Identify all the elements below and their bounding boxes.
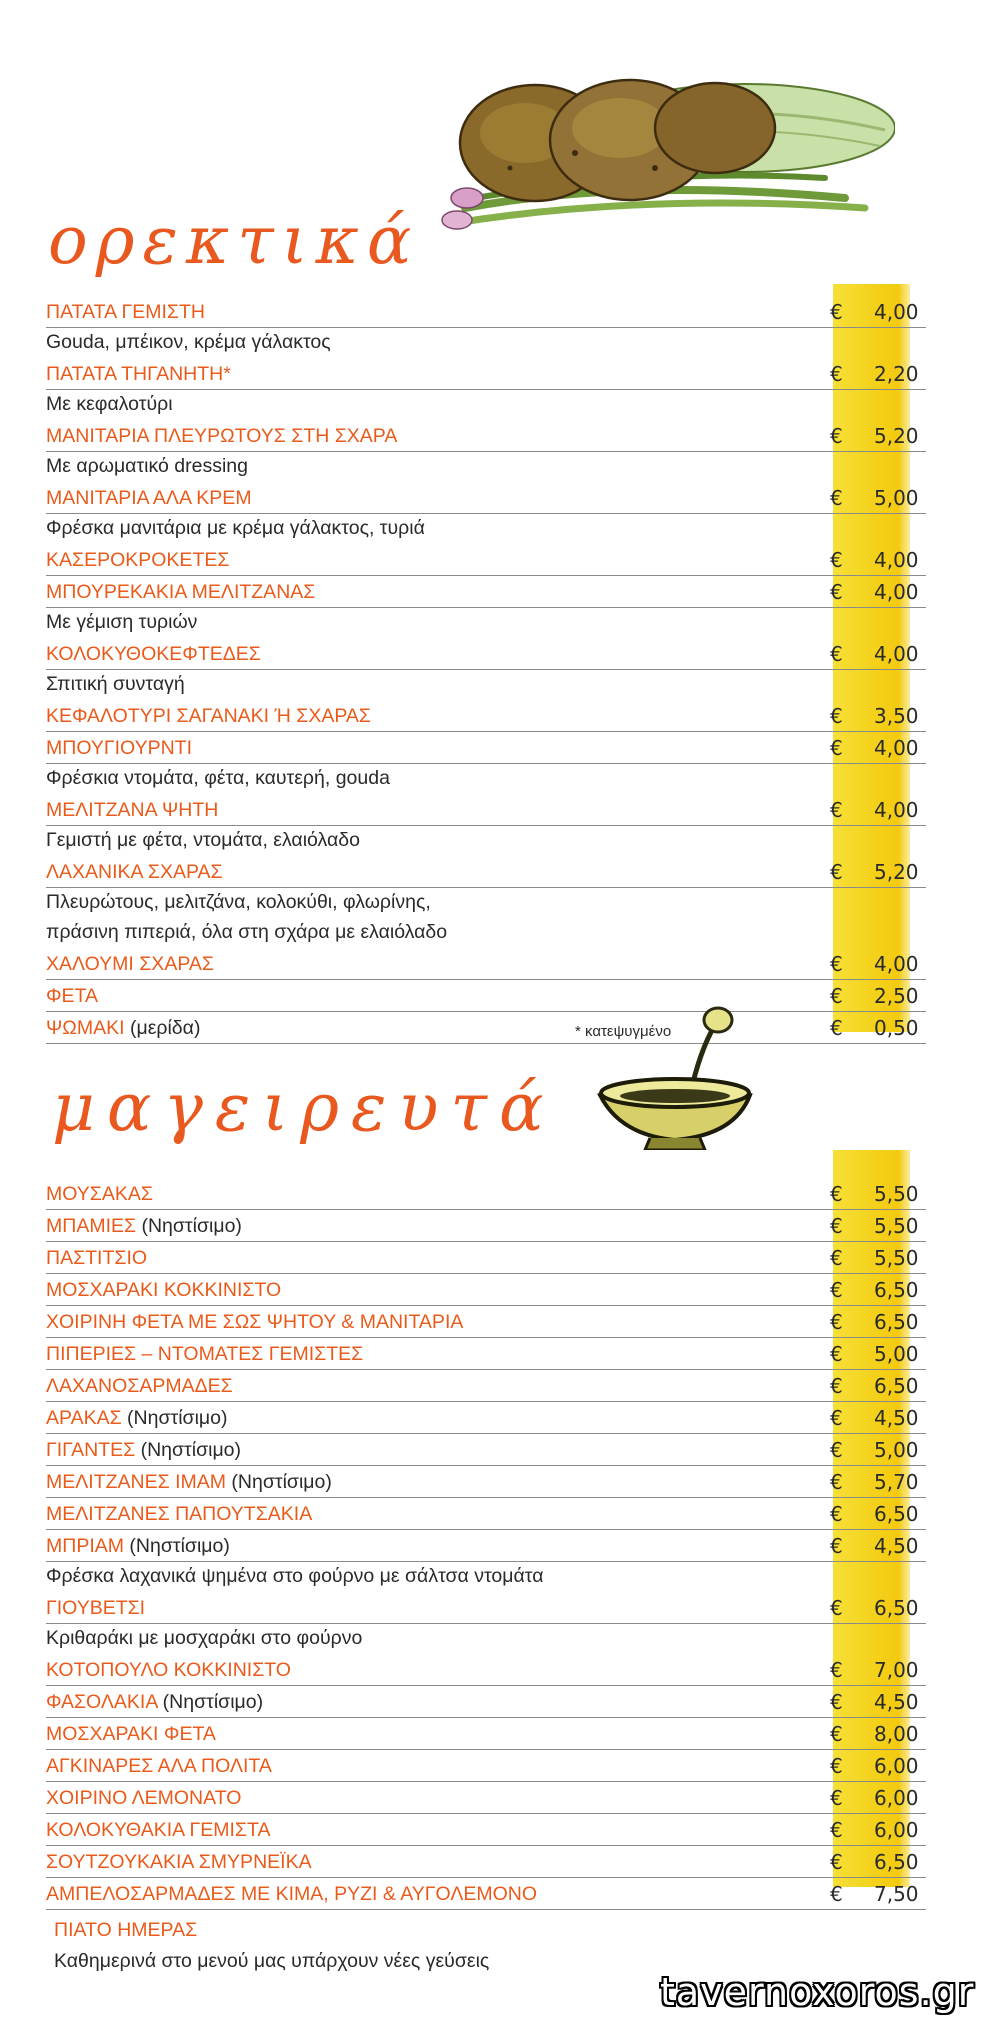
currency-symbol: € (830, 1596, 843, 1620)
description-text: Φρέσκα λαχανικά ψημένα στο φούρνο με σάλτσα ντομάτα (46, 1565, 544, 1587)
currency-symbol: € (830, 1406, 843, 1430)
menu-item-price (830, 798, 926, 822)
description-text: Φρέσκα μανιτάρια με κρέμα γάλακτος, τυριά (46, 517, 425, 539)
menu-item-row (46, 1878, 926, 1910)
dish-note: (Νηστίσιμο) (121, 1407, 228, 1429)
menu-item-name (46, 1471, 332, 1497)
menu-item-name (46, 705, 371, 731)
menu-item-row (46, 576, 926, 608)
dish-name: ΦΑΣΟΛΑΚΙΑ (46, 1691, 158, 1713)
menu-item-row (46, 1530, 926, 1562)
dish-name: ΨΩΜΑΚΙ (46, 1017, 125, 1039)
dish-name: ΑΓΚΙΝΑΡΕΣ ΑΛΑ ΠΟΛΙΤΑ (46, 1755, 272, 1777)
appetizers-list (46, 296, 926, 1044)
menu-item-name (46, 1503, 312, 1529)
menu-item-price (830, 362, 926, 386)
menu-item-row (46, 420, 926, 452)
currency-symbol: € (830, 1658, 843, 1682)
currency-symbol: € (830, 1214, 843, 1238)
price-amount: 5,50 (874, 1182, 919, 1206)
menu-item-name (46, 1883, 537, 1909)
currency-symbol: € (830, 704, 843, 728)
menu-item-name (46, 737, 192, 763)
description-text: Κριθαράκι με μοσχαράκι στο φούρνο (46, 1627, 363, 1649)
menu-item-description (46, 764, 926, 794)
menu-item-price (830, 952, 926, 976)
currency-symbol: € (830, 1016, 843, 1040)
dish-name: ΚΟΤΟΠΟΥΛΟ ΚΟΚΚΙΝΙΣΤΟ (46, 1659, 291, 1681)
menu-item-price (830, 1278, 926, 1302)
menu-item-name (46, 1439, 241, 1465)
price-amount: 6,50 (874, 1310, 919, 1334)
currency-symbol: € (830, 1438, 843, 1462)
menu-item-name (46, 581, 315, 607)
menu-item-description (46, 390, 926, 420)
price-amount: 5,50 (874, 1246, 919, 1270)
menu-item-row (46, 1434, 926, 1466)
cooked-dishes-title: μαγειρευτά (52, 1069, 556, 1146)
price-amount: 2,20 (874, 362, 919, 386)
price-amount: 4,00 (874, 300, 919, 324)
menu-item-description (46, 608, 926, 638)
menu-item-price (830, 1754, 926, 1778)
menu-item-name (46, 1215, 242, 1241)
price-amount: 6,50 (874, 1502, 919, 1526)
menu-item-row (46, 1012, 926, 1044)
menu-item-row (46, 1498, 926, 1530)
menu-item-name (46, 549, 229, 575)
description-text: Γεμιστή με φέτα, ντομάτα, ελαιόλαδο (46, 829, 360, 851)
menu-item-price (830, 1850, 926, 1874)
menu-item-price (830, 1246, 926, 1270)
menu-item-description (46, 514, 926, 544)
currency-symbol: € (830, 548, 843, 572)
price-amount: 5,00 (874, 486, 919, 510)
currency-symbol: € (830, 736, 843, 760)
menu-item-name (46, 1311, 463, 1337)
currency-symbol: € (830, 860, 843, 884)
menu-item-row (46, 1814, 926, 1846)
menu-item-name (46, 953, 214, 979)
dish-name: ΚΕΦΑΛΟΤΥΡΙ ΣΑΓΑΝΑΚΙ Ή ΣΧΑΡΑΣ (46, 705, 371, 727)
price-amount: 5,20 (874, 860, 919, 884)
currency-symbol: € (830, 1374, 843, 1398)
description-text: πράσινη πιπεριά, όλα στη σχάρα με ελαιόλαδο (46, 921, 448, 943)
menu-item-name (46, 799, 218, 825)
dish-name: ΣΟΥΤΖΟΥΚΑΚΙΑ ΣΜΥΡΝΕΪΚΑ (46, 1851, 312, 1873)
appetizers-title: ορεκτικά (48, 202, 420, 279)
dish-name: ΜΠΟΥΡΕΚΑΚΙΑ ΜΕΛΙΤΖΑΝΑΣ (46, 581, 316, 603)
dish-name: ΚΟΛΟΚΥΘΑΚΙΑ ΓΕΜΙΣΤΑ (46, 1819, 271, 1841)
price-amount: 5,50 (874, 1214, 919, 1238)
menu-item-name (46, 1787, 241, 1813)
menu-item-price (830, 1214, 926, 1238)
menu-item-price (830, 736, 926, 760)
menu-item-price (830, 984, 926, 1008)
currency-symbol: € (830, 1818, 843, 1842)
menu-item-row (46, 1592, 926, 1624)
price-amount: 6,00 (874, 1818, 919, 1842)
menu-item-name (46, 1375, 233, 1401)
dish-name: ΜΕΛΙΤΖΑΝΑ ΨΗΤΗ (46, 799, 219, 821)
dish-name: ΜΠΑΜΙΕΣ (46, 1215, 137, 1237)
currency-symbol: € (830, 798, 843, 822)
price-amount: 5,00 (874, 1438, 919, 1462)
price-amount: 2,50 (874, 984, 919, 1008)
dish-name: ΓΙΓΑΝΤΕΣ (46, 1439, 136, 1461)
dish-name: ΜΠΡΙΑΜ (46, 1535, 124, 1557)
dish-note: (Νηστίσιμο) (157, 1691, 264, 1713)
menu-item-row (46, 544, 926, 576)
price-amount: 6,50 (874, 1850, 919, 1874)
menu-item-description (46, 670, 926, 700)
menu-item-name (46, 1659, 291, 1685)
menu-item-description (46, 1562, 926, 1592)
price-amount: 4,50 (874, 1534, 919, 1558)
description-text: Φρέσκια ντομάτα, φέτα, καυτερή, gouda (46, 767, 390, 789)
menu-item-name (46, 1851, 312, 1877)
menu-item-price (830, 1658, 926, 1682)
menu-item-price (830, 1818, 926, 1842)
currency-symbol: € (830, 486, 843, 510)
dish-name: ΠΙΠΕΡΙΕΣ – ΝΤΟΜΑΤΕΣ ΓΕΜΙΣΤΕΣ (46, 1343, 364, 1365)
menu-item-price (830, 424, 926, 448)
menu-item-price (830, 580, 926, 604)
currency-symbol: € (830, 1690, 843, 1714)
currency-symbol: € (830, 1882, 843, 1906)
dish-note: (μερίδα) (124, 1017, 201, 1039)
currency-symbol: € (830, 1310, 843, 1334)
menu-item-row (46, 1306, 926, 1338)
menu-item-price (830, 300, 926, 324)
menu-item-price (830, 1690, 926, 1714)
menu-item-name (46, 643, 261, 669)
menu-item-row (46, 1210, 926, 1242)
menu-item-row (46, 1242, 926, 1274)
price-amount: 8,00 (874, 1722, 919, 1746)
currency-symbol: € (830, 1722, 843, 1746)
description-text: Πλευρώτους, μελιτζάνα, κολοκύθι, φλωρίνης, (46, 891, 431, 913)
dish-name: ΜΕΛΙΤΖΑΝΕΣ ΙΜΑΜ (46, 1471, 226, 1493)
menu-item-row (46, 1846, 926, 1878)
currency-symbol: € (830, 1754, 843, 1778)
currency-symbol: € (830, 952, 843, 976)
dish-name: ΠΑΤΑΤΑ ΓΕΜΙΣΤΗ (46, 301, 205, 323)
menu-item-name (46, 1597, 145, 1623)
dish-of-the-day-title: ΠΙΑΤΟ ΗΜΕΡΑΣ (54, 1919, 198, 1941)
menu-item-row (46, 856, 926, 888)
dish-name: ΜΟΥΣΑΚΑΣ (46, 1183, 153, 1205)
currency-symbol: € (830, 362, 843, 386)
dish-name: ΜΑΝΙΤΑΡΙΑ ΠΛΕΥΡΩΤΟΥΣ ΣΤΗ ΣΧΑΡΑ (46, 425, 398, 447)
dish-name: ΧΟΙΡΙΝΟ ΛΕΜΟΝΑΤΟ (46, 1787, 242, 1809)
price-amount: 5,70 (874, 1470, 919, 1494)
menu-item-name (46, 425, 397, 451)
menu-item-name (46, 1247, 147, 1273)
menu-item-description (46, 1624, 926, 1654)
currency-symbol: € (830, 580, 843, 604)
dish-name: ΚΑΣΕΡΟΚΡΟΚΕΤΕΣ (46, 549, 230, 571)
vegetables-illustration-icon (425, 58, 895, 238)
menu-item-description (46, 888, 926, 918)
price-amount: 4,00 (874, 798, 919, 822)
menu-item-name (46, 985, 98, 1011)
menu-item-row (46, 794, 926, 826)
site-watermark: tavernoxoros.gr (660, 1970, 975, 2014)
description-text: Με κεφαλοτύρι (46, 393, 173, 415)
currency-symbol: € (830, 1470, 843, 1494)
currency-symbol: € (830, 424, 843, 448)
menu-item-price (830, 548, 926, 572)
price-amount: 5,20 (874, 424, 919, 448)
menu-item-name (46, 1183, 153, 1209)
menu-item-name (46, 301, 205, 327)
menu-item-price (830, 1310, 926, 1334)
currency-symbol: € (830, 1278, 843, 1302)
dish-note: (Νηστίσιμο) (136, 1215, 242, 1237)
menu-item-name (46, 1407, 228, 1433)
menu-item-price (830, 1406, 926, 1430)
dish-name: ΑΜΠΕΛΟΣΑΡΜΑΔΕΣ ΜΕ ΚΙΜΑ, ΡΥΖΙ & ΑΥΓΟΛΕΜΟΝΟ (46, 1883, 538, 1905)
menu-item-row (46, 1654, 926, 1686)
menu-item-price (830, 1374, 926, 1398)
currency-symbol: € (830, 1246, 843, 1270)
price-amount: 4,50 (874, 1406, 919, 1430)
menu-item-row (46, 1466, 926, 1498)
menu-item-row (46, 482, 926, 514)
price-amount: 4,00 (874, 580, 919, 604)
menu-item-row (46, 1718, 926, 1750)
menu-item-row (46, 1402, 926, 1434)
menu-item-name (46, 1819, 270, 1845)
menu-item-price (830, 1016, 926, 1040)
dish-name: ΑΡΑΚΑΣ (46, 1407, 122, 1429)
menu-item-price (830, 1182, 926, 1206)
currency-symbol: € (830, 984, 843, 1008)
menu-item-price (830, 1342, 926, 1366)
menu-item-name (46, 1017, 200, 1043)
frozen-footnote: * κατεψυγμένο (575, 1023, 672, 1040)
price-amount: 7,50 (874, 1882, 919, 1906)
menu-item-description (46, 826, 926, 856)
currency-symbol: € (830, 642, 843, 666)
currency-symbol: € (830, 1502, 843, 1526)
menu-item-name (46, 1723, 216, 1749)
menu-item-description (46, 918, 926, 948)
dish-of-the-day-description: Καθημερινά στο μενού μας υπάρχουν νέες γεύσεις (54, 1950, 490, 1972)
menu-item-name (46, 1343, 363, 1369)
menu-item-price (830, 1882, 926, 1906)
menu-item-price (830, 1438, 926, 1462)
menu-item-name (46, 1279, 281, 1305)
menu-item-row (46, 1178, 926, 1210)
dish-note: (Νηστίσιμο) (226, 1471, 332, 1493)
menu-item-name (46, 1535, 230, 1561)
dish-note: (Νηστίσιμο) (135, 1439, 242, 1461)
description-text: Με αρωματικό dressing (46, 455, 248, 477)
price-amount: 7,00 (874, 1658, 919, 1682)
menu-item-row (46, 1370, 926, 1402)
price-amount: 6,00 (874, 1754, 919, 1778)
menu-item-price (830, 1502, 926, 1526)
menu-item-row (46, 980, 926, 1012)
currency-symbol: € (830, 1786, 843, 1810)
price-amount: 6,50 (874, 1278, 919, 1302)
menu-item-row (46, 638, 926, 670)
menu-item-price (830, 1534, 926, 1558)
currency-symbol: € (830, 1534, 843, 1558)
price-amount: 4,50 (874, 1690, 919, 1714)
menu-item-price (830, 1786, 926, 1810)
menu-item-price (830, 486, 926, 510)
menu-item-name (46, 487, 252, 513)
menu-item-price (830, 704, 926, 728)
dish-name: ΚΟΛΟΚΥΘΟΚΕΦΤΕΔΕΣ (46, 643, 261, 665)
description-text: Με γέμιση τυριών (46, 611, 198, 633)
price-amount: 4,00 (874, 548, 919, 572)
menu-item-price (830, 860, 926, 884)
price-amount: 6,50 (874, 1374, 919, 1398)
menu-item-row (46, 700, 926, 732)
menu-item-row (46, 1782, 926, 1814)
dish-name: ΜΕΛΙΤΖΑΝΕΣ ΠΑΠΟΥΤΣΑΚΙΑ (46, 1503, 313, 1525)
menu-item-name (46, 363, 231, 389)
currency-symbol: € (830, 300, 843, 324)
dish-name: ΧΟΙΡΙΝΗ ΦΕΤΑ ΜΕ ΣΩΣ ΨΗΤΟΥ & ΜΑΝΙΤΑΡΙΑ (46, 1311, 464, 1333)
price-amount: 4,00 (874, 736, 919, 760)
dish-name: ΓΙΟΥΒΕΤΣΙ (46, 1597, 146, 1619)
menu-item-row (46, 1274, 926, 1306)
dish-name: ΠΑΤΑΤΑ ΤΗΓΑΝΗΤΗ* (46, 363, 231, 385)
menu-item-name (46, 1755, 272, 1781)
dish-name: ΛΑΧΑΝΙΚΑ ΣΧΑΡΑΣ (46, 861, 223, 883)
menu-item-price (830, 1470, 926, 1494)
menu-item-row (46, 1750, 926, 1782)
menu-item-row (46, 732, 926, 764)
description-text: Σπιτική συνταγή (46, 673, 185, 695)
price-amount: 6,50 (874, 1596, 919, 1620)
menu-item-row (46, 1338, 926, 1370)
dish-name: ΛΑΧΑΝΟΣΑΡΜΑΔΕΣ (46, 1375, 233, 1397)
menu-item-price (830, 1596, 926, 1620)
menu-item-name (46, 1691, 263, 1717)
price-amount: 6,00 (874, 1786, 919, 1810)
dish-name: ΧΑΛΟΥΜΙ ΣΧΑΡΑΣ (46, 953, 214, 975)
price-amount: 4,00 (874, 642, 919, 666)
price-amount: 5,00 (874, 1342, 919, 1366)
menu-item-price (830, 1722, 926, 1746)
menu-item-price (830, 642, 926, 666)
menu-item-description (46, 328, 926, 358)
ladle-pot-illustration-icon (590, 1000, 755, 1150)
currency-symbol: € (830, 1182, 843, 1206)
currency-symbol: € (830, 1850, 843, 1874)
menu-item-description (46, 452, 926, 482)
dish-name: ΜΟΣΧΑΡΑΚΙ ΦΕΤΑ (46, 1723, 216, 1745)
description-text: Gouda, μπέικον, κρέμα γάλακτος (46, 331, 331, 353)
menu-item-row (46, 1686, 926, 1718)
menu-item-row (46, 948, 926, 980)
dish-name: ΠΑΣΤΙΤΣΙΟ (46, 1247, 148, 1269)
menu-item-name (46, 861, 223, 887)
cooked-dishes-list (46, 1178, 926, 1910)
menu-item-row (46, 358, 926, 390)
price-amount: 0,50 (874, 1016, 919, 1040)
dish-name: ΦΕΤΑ (46, 985, 99, 1007)
price-amount: 4,00 (874, 952, 919, 976)
dish-note: (Νηστίσιμο) (124, 1535, 230, 1557)
currency-symbol: € (830, 1342, 843, 1366)
dish-name: ΜΟΣΧΑΡΑΚΙ ΚΟΚΚΙΝΙΣΤΟ (46, 1279, 282, 1301)
dish-name: ΜΑΝΙΤΑΡΙΑ ΑΛΑ ΚΡΕΜ (46, 487, 252, 509)
dish-name: ΜΠΟΥΓΙΟΥΡΝΤΙ (46, 737, 192, 759)
menu-item-row (46, 296, 926, 328)
price-amount: 3,50 (874, 704, 919, 728)
